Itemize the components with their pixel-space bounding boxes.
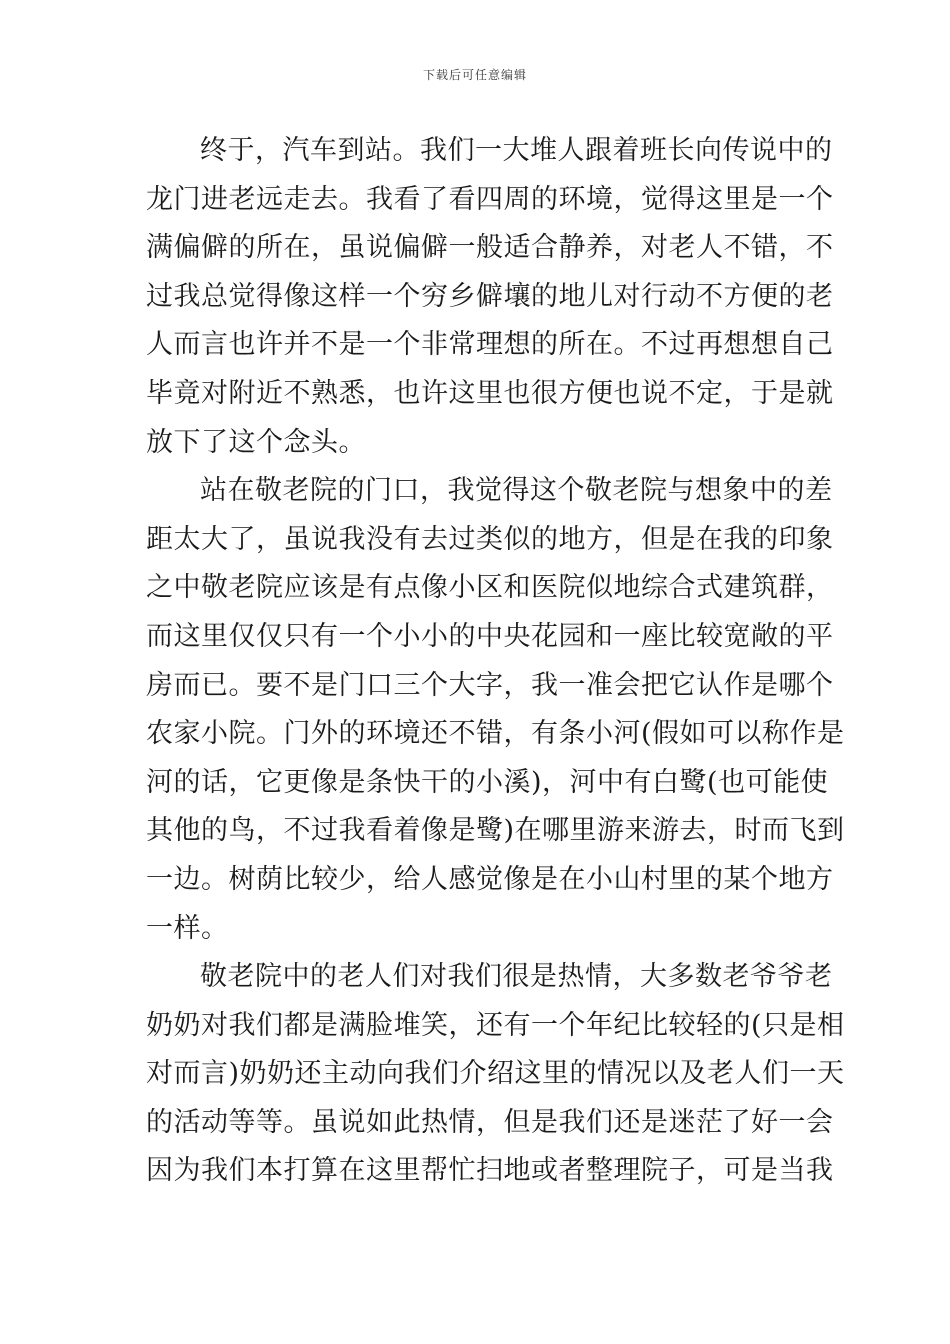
text-line: 对而言)奶奶还主动向我们介绍这里的情况以及老人们一天 <box>146 1058 845 1090</box>
text-line: 而这里仅仅只有一个小小的中央花园和一座比较宽敞的平 <box>146 620 834 652</box>
text-line: 毕竟对附近不熟悉，也许这里也很方便也说不定，于是就 <box>146 377 834 409</box>
text-line: 满偏僻的所在，虽说偏僻一般适合静养，对老人不错，不 <box>146 232 834 264</box>
text-line: 之中敬老院应该是有点像小区和医院似地综合式建筑群， <box>146 572 834 604</box>
text-line: 距太大了，虽说我没有去过类似的地方，但是在我的印象 <box>146 523 834 555</box>
paragraph-2 <box>146 467 845 953</box>
text-line: 奶奶对我们都是满脸堆笑，还有一个年纪比较轻的(只是相 <box>146 1009 845 1041</box>
text-line: 因为我们本打算在这里帮忙扫地或者整理院子，可是当我 <box>146 1155 834 1187</box>
text-line: 人而言也许并不是一个非常理想的所在。不过再想想自己 <box>146 329 834 361</box>
paragraph-1 <box>146 127 834 467</box>
text-line: 过我总觉得像这样一个穷乡僻壤的地儿对行动不方便的老 <box>146 280 834 312</box>
text-line: 龙门进老远走去。我看了看四周的环境，觉得这里是一个 <box>146 183 834 215</box>
body-text <box>146 127 845 1196</box>
text-line: 一样。 <box>146 912 229 944</box>
page-header: 下载后可任意编辑 <box>422 68 527 82</box>
paragraph-3 <box>146 953 845 1196</box>
text-line: 房而已。要不是门口三个大字，我一准会把它认作是哪个 <box>146 669 834 701</box>
text-line: 敬老院中的老人们对我们很是热情，大多数老爷爷老 <box>200 961 833 993</box>
text-line: 一边。树荫比较少，给人感觉像是在小山村里的某个地方 <box>146 863 834 895</box>
text-line: 站在敬老院的门口，我觉得这个敬老院与想象中的差 <box>200 475 833 507</box>
text-line: 放下了这个念头。 <box>146 426 366 458</box>
text-line: 其他的鸟，不过我看着像是鹭)在哪里游来游去，时而飞到 <box>146 815 845 847</box>
text-line: 的活动等等。虽说如此热情，但是我们还是迷茫了好一会 <box>146 1106 834 1138</box>
text-line: 河的话，它更像是条快干的小溪)，河中有白鹭(也可能使 <box>146 766 829 798</box>
text-line: 农家小院。门外的环境还不错，有条小河(假如可以称作是 <box>146 718 845 750</box>
text-line: 终于，汽车到站。我们一大堆人跟着班长向传说中的 <box>200 135 833 166</box>
